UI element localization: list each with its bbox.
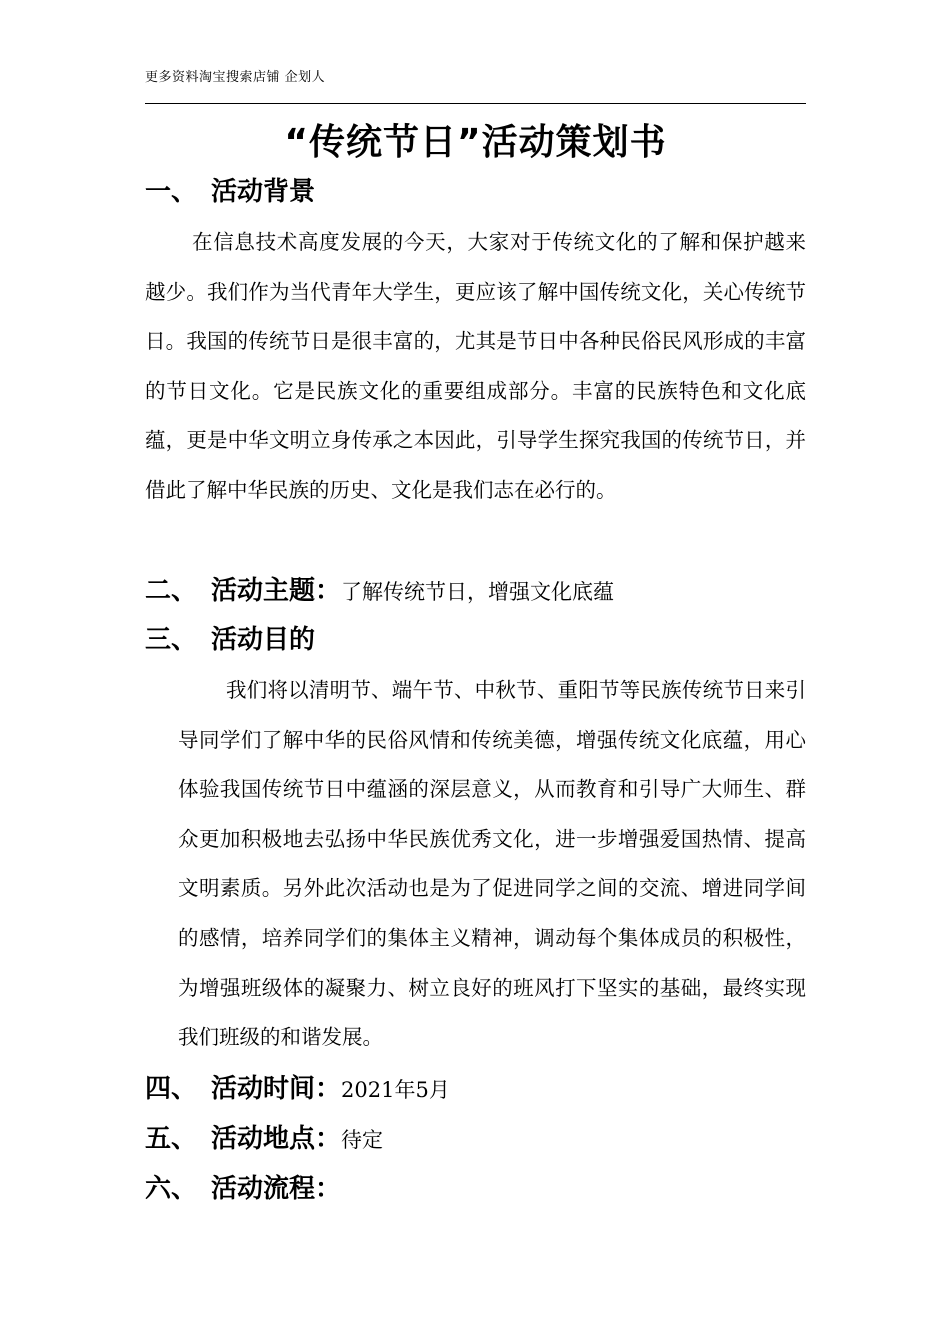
section-process-heading: [145, 1169, 341, 1209]
section-label: 活动时间：: [211, 1074, 342, 1104]
section-label: 活动地点：: [211, 1124, 342, 1154]
background-paragraph: 在信息技术高度发展的今天，大家对于传统文化的了解和保护越来越少。我们作为当代青年大学生，更应该了解中国传统文化，关心传统节日。我国的传统节日是很丰富的，尤其是节日中各种民俗民风形成的丰富的节日文化。它是民族文化的重要组成部分。丰富的民族特色和文化底蕴，更是中华文明立身传承之本因此，引导学生探究我国的传统节日，并借此了解中华民族的历史、文化是我们志在必行的。: [145, 230, 806, 502]
section-location-heading: [145, 1119, 383, 1160]
section-purpose-heading: [145, 620, 315, 660]
section-number: 五、: [145, 1124, 198, 1154]
section-number: 四、: [145, 1074, 198, 1104]
section-label: 活动背景: [211, 177, 316, 207]
section-number: 三、: [145, 625, 198, 655]
section-value: 待定: [341, 1128, 384, 1152]
section-background-heading: [145, 172, 315, 212]
section-number: 六、: [145, 1174, 198, 1204]
section-time-heading: [145, 1069, 450, 1110]
section-theme-heading: [145, 571, 614, 612]
section-label: 活动流程：: [211, 1174, 342, 1204]
section-number: 二、: [145, 576, 198, 606]
section-label: 活动目的: [211, 625, 316, 655]
section-value: 2021年5月: [341, 1078, 450, 1102]
document-title: “传统节日”活动策划书: [284, 122, 667, 163]
header-divider: [145, 103, 806, 104]
section-value: 了解传统节日，增强文化底蕴: [341, 580, 615, 604]
section-number: 一、: [145, 177, 198, 207]
header-note: 更多资料淘宝搜索店铺 企划人: [145, 70, 326, 85]
purpose-paragraph: 我们将以清明节、端午节、中秋节、重阳节等民族传统节日来引导同学们了解中华的民俗风情和传统美德，增强传统文化底蕴，用心体验我国传统节日中蕴涵的深层意义，从而教育和引导广大师生、群众更加积极地去弘扬中华民族优秀文化，进一步增强爱国热情、提高文明素质。另外此次活动也是为了促进同学之间的交流、增进同学间的感情，培养同学们的集体主义精神，调动每个集体成员的积极性，为增强班级体的凝聚力、树立良好的班风打下坚实的基础，最终实现我们班级的和谐发展。: [178, 678, 806, 1050]
section-label: 活动主题：: [211, 576, 342, 606]
